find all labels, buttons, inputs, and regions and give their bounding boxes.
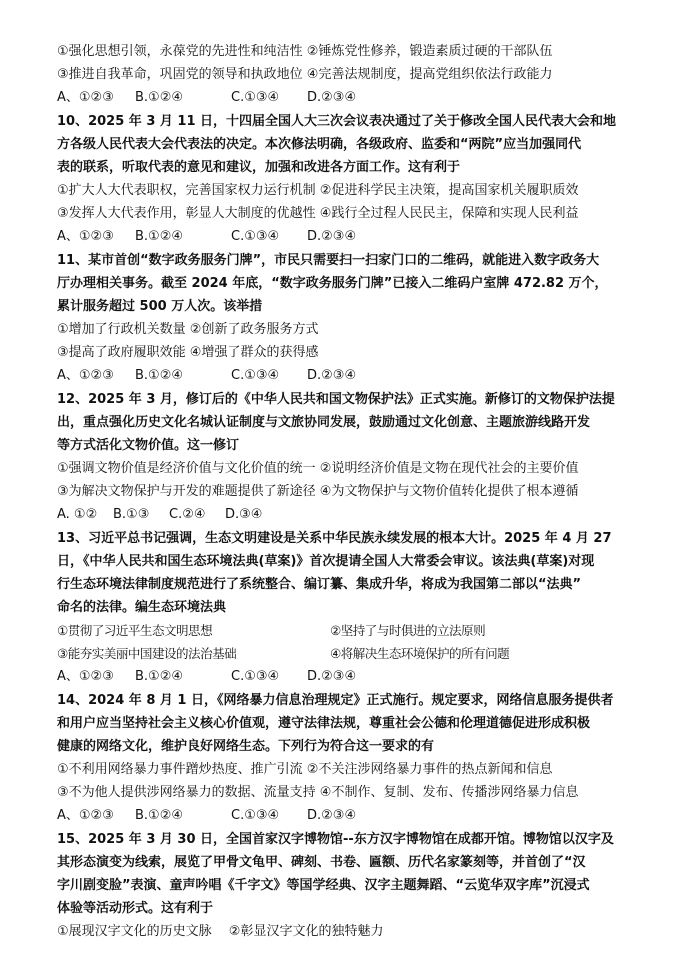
option-d[interactable]: D.②③④ bbox=[307, 90, 357, 105]
q11-statement-1: ①增加了行政机关数量 ②创新了政务服务方式 bbox=[57, 322, 319, 337]
option-a[interactable]: A、①②③ bbox=[57, 808, 114, 823]
option-b[interactable]: B.①③ bbox=[113, 507, 150, 522]
option-b[interactable]: B.①②④ bbox=[135, 229, 184, 244]
q10-statement-2: ③发挥人大代表作用，彰显人大制度的优越性 ④践行全过程人民民主，保障和实现人民利益 bbox=[57, 206, 579, 221]
option-d[interactable]: D.②③④ bbox=[307, 669, 357, 684]
option-a[interactable]: A. ①② bbox=[57, 507, 98, 522]
q13-options bbox=[57, 669, 356, 685]
q12-options bbox=[57, 507, 262, 523]
q10-stem-line-1: 10、2025 年 3 月 11 日，十四届全国人大三次会议表决通过了关于修改全国人民代表大会和地 bbox=[57, 114, 617, 129]
q15-stem-line-3: 字川剧变脸”表演、童声吟唱《千字文》等国学经典、汉字主题舞蹈、“云览华双字库”沉浸式 bbox=[57, 878, 590, 893]
option-a[interactable]: A、①②③ bbox=[57, 368, 114, 383]
option-d[interactable]: D.②③④ bbox=[307, 808, 357, 823]
q9-statement-1: ①强化思想引领，永葆党的先进性和纯洁性 ②锤炼党性修养，锻造素质过硬的干部队伍 bbox=[57, 44, 553, 59]
q12-stem-line-3: 等方式活化文物价值。这一修订 bbox=[57, 438, 240, 453]
option-c[interactable]: C.①③④ bbox=[231, 669, 280, 684]
q14-stem-line-1: 14、2024 年 8 月 1 日，《网络暴力信息治理规定》正式施行。规定要求，网络信息服务提供者 bbox=[57, 693, 614, 708]
q13-stem-line-3: 行生态环境法律制度规范进行了系统整合、编订纂、集成升华，将成为我国第二部以“法典” bbox=[57, 577, 582, 592]
option-b[interactable]: B.①②④ bbox=[135, 90, 184, 105]
q15-stem-line-4: 体验等活动形式。这有利于 bbox=[57, 901, 214, 916]
option-b[interactable]: B.①②④ bbox=[135, 368, 184, 383]
q14-stem-line-2: 和用户应当坚持社会主义核心价值观，遵守法律法规，尊重社会公德和伦理道德促进形成积极 bbox=[57, 716, 591, 731]
q12-stem-line-2: 出，重点强化历史文化名城认证制度与文旅协同发展，鼓励通过文化创意、主题旅游线路开发 bbox=[57, 415, 591, 430]
q12-stem-line-1: 12、2025 年 3 月，修订后的《中华人民共和国文物保护法》正式实施。新修订的文物保护法提 bbox=[57, 392, 615, 407]
q10-stem-line-2: 方各级人民代表大会代表法的决定。本次修法明确，各级政府、监委和“两院”应当加强同代 bbox=[57, 137, 582, 152]
option-b[interactable]: B.①②④ bbox=[135, 808, 184, 823]
q15-stem-line-2: 其形态演变为线索，展览了甲骨文龟甲、碑刻、书卷、匾额、历代名家篆刻等，并首创了“汉 bbox=[57, 855, 586, 870]
q15-stem-line-1: 15、2025 年 3 月 30 日，全国首家汉字博物馆--东方汉字博物馆在成都开馆。博物馆以汉字及 bbox=[57, 832, 614, 847]
q13-statement-row-1 bbox=[57, 623, 657, 639]
q11-stem-line-1: 11、某市首创“数字政务服务门牌”，市民只需要扫一扫家门口的二维码，就能进入数字政务大 bbox=[57, 253, 600, 268]
q11-stem-line-3: 累计服务超过 500 万人次。该举措 bbox=[57, 299, 263, 314]
q12-statement-2: ③为解决文物保护与开发的难题提供了新途径 ④为文物保护与文物价值转化提供了根本遵循 bbox=[57, 484, 579, 499]
q13-statement-4: ④将解决生态环境保护的所有问题 bbox=[330, 646, 510, 661]
q11-options bbox=[57, 368, 356, 384]
q12-statement-1: ①强调文物价值是经济价值与文化价值的统一 ②说明经济价值是文物在现代社会的主要价值 bbox=[57, 461, 579, 476]
option-a[interactable]: A、①②③ bbox=[57, 669, 114, 684]
q13-statement-row-2 bbox=[57, 646, 657, 662]
q13-statement-3: ③能夯实美丽中国建设的法治基础 bbox=[57, 646, 237, 661]
option-d[interactable]: D.②③④ bbox=[307, 368, 357, 383]
option-c[interactable]: C.①③④ bbox=[231, 229, 280, 244]
q11-stem-line-2: 厅办理相关事务。截至 2024 年底，“数字政务服务门牌”已接入二维码户室牌 472.82 万个， bbox=[57, 276, 608, 291]
q13-stem-line-2: 日，《中华人民共和国生态环境法典(草案)》首次提请全国人大常委会审议。该法典(草案)对现 bbox=[57, 554, 595, 569]
q13-statement-2: ②坚持了与时俱进的立法原则 bbox=[330, 623, 486, 638]
q14-statement-1: ①不利用网络暴力事件蹭炒热度、推广引流 ②不关注涉网络暴力事件的热点新闻和信息 bbox=[57, 762, 553, 777]
q10-options bbox=[57, 229, 356, 245]
q14-stem-line-3: 健康的网络文化，维护良好网络生态。下列行为符合这一要求的有 bbox=[57, 739, 435, 754]
option-c[interactable]: C.①③④ bbox=[231, 368, 280, 383]
q14-options bbox=[57, 808, 356, 824]
q9-options bbox=[57, 90, 356, 106]
option-c[interactable]: C.①③④ bbox=[231, 808, 280, 823]
q9-statement-2: ③推进自我革命，巩固党的领导和执政地位 ④完善法规制度，提高党组织依法行政能力 bbox=[57, 67, 553, 82]
option-c[interactable]: C.①③④ bbox=[231, 90, 280, 105]
option-d[interactable]: D.②③④ bbox=[307, 229, 357, 244]
q13-stem-line-1: 13、习近平总书记强调，生态文明建设是关系中华民族永续发展的根本大计。2025 年 4 月 27 bbox=[57, 531, 612, 546]
option-c[interactable]: C.②④ bbox=[169, 507, 206, 522]
q13-statement-1: ①贯彻了习近平生态文明思想 bbox=[57, 623, 213, 638]
q14-statement-2: ③不为他人提供涉网络暴力的数据、流量支持 ④不制作、复制、发布、传播涉网络暴力信息 bbox=[57, 785, 579, 800]
option-d[interactable]: D.③④ bbox=[225, 507, 263, 522]
option-a[interactable]: A、①②③ bbox=[57, 229, 114, 244]
option-b[interactable]: B.①②④ bbox=[135, 669, 184, 684]
q11-statement-2: ③提高了政府履职效能 ④增强了群众的获得感 bbox=[57, 345, 319, 360]
q10-statement-1: ①扩大人大代表职权，完善国家权力运行机制 ②促进科学民主决策，提高国家机关履职质效 bbox=[57, 183, 579, 198]
q13-stem-line-4: 命名的法律。编生态环境法典 bbox=[57, 600, 227, 615]
option-a[interactable]: A、①②③ bbox=[57, 90, 114, 105]
q15-statement-1: ①展现汉字文化的历史文脉 ②彰显汉字文化的独特魅力 bbox=[57, 924, 384, 939]
q10-stem-line-3: 表的联系，听取代表的意见和建议，加强和改进各方面工作。这有利于 bbox=[57, 160, 461, 175]
